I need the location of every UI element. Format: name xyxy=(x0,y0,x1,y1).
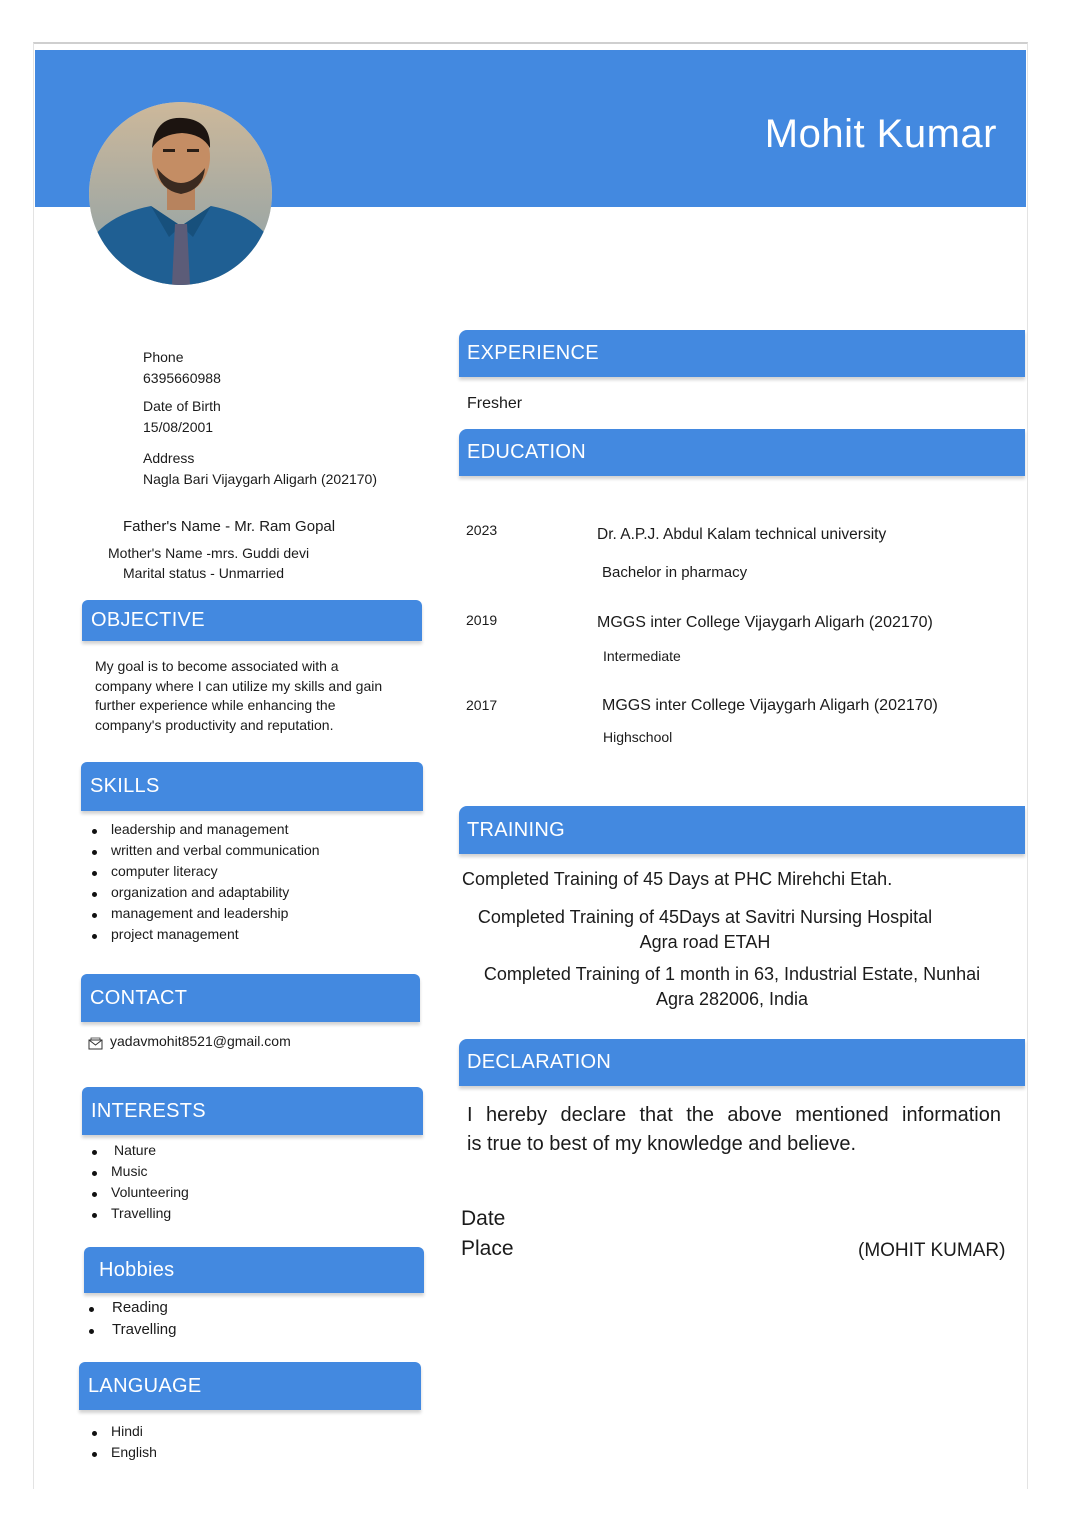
address-label: Address xyxy=(143,450,195,466)
dob-value: 15/08/2001 xyxy=(143,419,214,435)
language-heading: LANGUAGE xyxy=(79,1362,421,1410)
objective-line: My goal is to become associated with a xyxy=(95,658,339,674)
education-year: 2017 xyxy=(466,697,498,713)
skills-list xyxy=(81,819,320,945)
list-item: computer literacy xyxy=(81,861,320,882)
list-item: Travelling xyxy=(81,1203,189,1224)
declaration-line: I hereby declare that the above mentioned information xyxy=(467,1104,1001,1126)
training-item xyxy=(462,905,948,955)
list-item: Volunteering xyxy=(81,1182,189,1203)
training-line: Completed Training of 45Days at Savitri Nursing Hospital xyxy=(477,907,933,927)
training-item xyxy=(462,867,938,892)
objective-text xyxy=(95,657,415,735)
phone-value: 6395660988 xyxy=(143,370,221,386)
objective-line: further experience while enhancing the xyxy=(95,697,336,713)
education-degree: Highschool xyxy=(603,729,673,745)
education-school: MGGS inter College Vijaygarh Aligarh (202170) xyxy=(602,697,938,714)
list-item: organization and adaptability xyxy=(81,882,320,903)
list-item: Hindi xyxy=(81,1421,157,1442)
address-value: Nagla Bari Vijaygarh Aligarh (202170) xyxy=(143,471,377,487)
profile-photo xyxy=(89,102,272,285)
training-line: Agra road ETAH xyxy=(639,932,771,952)
list-item: written and verbal communication xyxy=(81,840,320,861)
hobbies-heading: Hobbies xyxy=(84,1247,424,1293)
interests-heading: INTERESTS xyxy=(82,1087,423,1135)
mother-name: Mother's Name -mrs. Guddi devi xyxy=(108,545,310,561)
declaration-heading: DECLARATION xyxy=(459,1039,1025,1086)
father-name: Father's Name - Mr. Ram Gopal xyxy=(123,518,336,535)
experience-text: Fresher xyxy=(467,395,523,412)
training-line: Completed Training of 45 Days at PHC Mirehchi Etah. xyxy=(462,869,893,889)
experience-heading: EXPERIENCE xyxy=(459,330,1025,377)
declaration-text xyxy=(467,1101,1001,1159)
list-item: Travelling xyxy=(78,1319,176,1341)
list-item: Reading xyxy=(78,1297,176,1319)
marital-status: Marital status - Unmarried xyxy=(123,565,285,581)
education-school: Dr. A.P.J. Abdul Kalam technical university xyxy=(597,526,887,543)
education-degree: Bachelor in pharmacy xyxy=(602,564,748,581)
contact-heading: CONTACT xyxy=(81,974,420,1022)
phone-label: Phone xyxy=(143,349,184,365)
interests-list xyxy=(81,1140,189,1224)
list-item: Music xyxy=(81,1161,189,1182)
list-item: Nature xyxy=(81,1140,189,1161)
list-item: project management xyxy=(81,924,320,945)
hobbies-list xyxy=(78,1297,176,1341)
education-school: MGGS inter College Vijaygarh Aligarh (202170) xyxy=(597,614,933,631)
list-item: English xyxy=(81,1442,157,1463)
skills-heading: SKILLS xyxy=(81,762,423,811)
candidate-name: Mohit Kumar xyxy=(764,112,997,156)
list-item: leadership and management xyxy=(81,819,320,840)
training-line: Agra 282006, India xyxy=(655,989,809,1009)
signature: (MOHIT KUMAR) xyxy=(858,1240,1006,1261)
contact-email[interactable]: yadavmohit8521@gmail.com xyxy=(110,1033,291,1049)
dob-label: Date of Birth xyxy=(143,398,221,414)
training-line: Completed Training of 1 month in 63, Industrial Estate, Nunhai xyxy=(483,964,981,984)
education-year: 2023 xyxy=(466,522,498,538)
education-heading: EDUCATION xyxy=(459,429,1025,476)
date-label: Date xyxy=(461,1207,506,1230)
language-list xyxy=(81,1421,157,1463)
objective-line: company's productivity and reputation. xyxy=(95,716,334,733)
objective-heading: OBJECTIVE xyxy=(82,600,422,641)
list-item: management and leadership xyxy=(81,903,320,924)
objective-line: company where I can utilize my skills and gain xyxy=(95,677,383,694)
training-heading: TRAINING xyxy=(459,806,1025,854)
training-item xyxy=(462,962,1002,1012)
education-degree: Intermediate xyxy=(603,648,681,664)
envelope-icon xyxy=(88,1037,103,1055)
place-label: Place xyxy=(461,1237,514,1260)
declaration-line: is true to best of my knowledge and believe. xyxy=(467,1133,857,1155)
education-year: 2019 xyxy=(466,612,498,628)
